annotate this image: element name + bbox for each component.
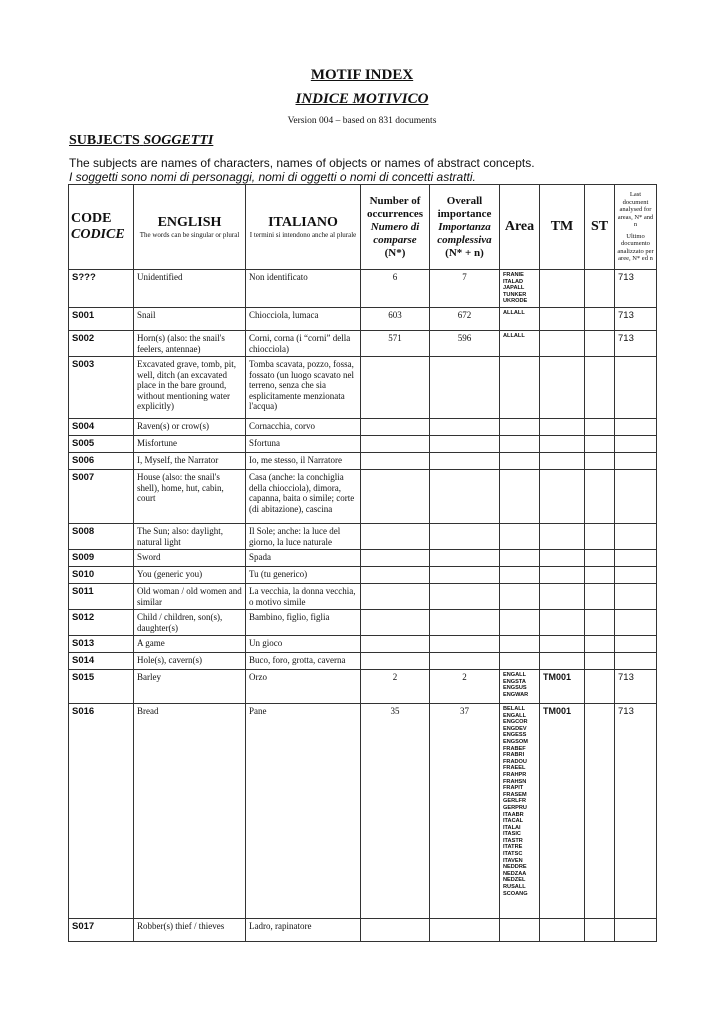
row-importance [430,470,500,524]
row-english: A game [134,636,246,653]
row-tm [540,270,585,308]
row-code: S006 [69,453,134,470]
row-st [585,670,615,704]
row-last-document [615,357,657,419]
table-row [69,704,657,919]
row-italiano: Non identificato [246,270,361,308]
row-last-document [615,610,657,636]
row-last-document [615,636,657,653]
row-italiano: Casa (anche: la conchiglia della chiocciola), dimora, capanna, baita o simile; corte (di abitazione), cascina [246,470,361,524]
row-last-document [615,919,657,942]
header-italiano-note: I termini si intendono anche al plurale [249,231,357,239]
table-row [69,636,657,653]
table-row [69,524,657,550]
row-importance [430,419,500,436]
row-st [585,357,615,419]
row-area [500,636,540,653]
row-italiano: La vecchia, la donna vecchia, o motivo simile [246,584,361,610]
row-area [500,584,540,610]
row-occurrences [361,419,430,436]
row-last-document [615,524,657,550]
row-st [585,419,615,436]
row-occurrences: 6 [361,270,430,308]
row-last-document: 713 [615,270,657,308]
row-occurrences [361,653,430,670]
row-occurrences [361,636,430,653]
row-english: Hole(s), cavern(s) [134,653,246,670]
table-row [69,470,657,524]
header-number: Number of occurrences Numero di comparse (N*) [361,185,430,270]
row-occurrences [361,584,430,610]
row-importance: 596 [430,331,500,357]
row-tm [540,610,585,636]
row-code: S005 [69,436,134,453]
row-english: Unidentified [134,270,246,308]
row-importance: 37 [430,704,500,919]
row-tm [540,453,585,470]
row-code: S013 [69,636,134,653]
row-tm [540,653,585,670]
subjects-table [68,184,657,942]
row-tm [540,470,585,524]
row-occurrences: 35 [361,704,430,919]
row-code: S011 [69,584,134,610]
row-code: S??? [69,270,134,308]
row-tm [540,419,585,436]
table-row [69,270,657,308]
version-line: Version 004 – based on 831 documents [287,116,437,126]
row-last-document: 713 [615,308,657,331]
row-importance: 672 [430,308,500,331]
row-code: S014 [69,653,134,670]
row-importance [430,567,500,584]
table-row [69,550,657,567]
table-row [69,419,657,436]
row-last-document [615,567,657,584]
row-area [500,436,540,453]
row-last-document [615,550,657,567]
header-english: ENGLISH The words can be singular or plural [134,185,246,270]
row-italiano: Cornacchia, corvo [246,419,361,436]
table-row [69,436,657,453]
table-row [69,308,657,331]
header-area: Area [500,185,540,270]
table-row [69,584,657,610]
table-row [69,357,657,419]
row-occurrences: 603 [361,308,430,331]
row-st [585,470,615,524]
row-english: Barley [134,670,246,704]
row-code: S002 [69,331,134,357]
document-subtitle: INDICE MOTIVICO [295,91,429,107]
section-title-it: SOGGETTI [143,133,214,148]
row-occurrences: 571 [361,331,430,357]
section-title-en: SUBJECTS [69,133,140,148]
row-code: S010 [69,567,134,584]
row-code: S003 [69,357,134,419]
header-italiano: ITALIANO I termini si intendono anche al plurale [246,185,361,270]
row-last-document [615,419,657,436]
row-tm [540,584,585,610]
row-english: Old woman / old women and similar [134,584,246,610]
row-st [585,550,615,567]
row-area [500,470,540,524]
intro-italian: I soggetti sono nomi di personaggi, nomi di oggetti o nomi di concetti astratti. [69,170,476,184]
row-occurrences: 2 [361,670,430,704]
table-row [69,331,657,357]
row-importance [430,453,500,470]
row-italiano: Orzo [246,670,361,704]
row-code: S012 [69,610,134,636]
row-st [585,524,615,550]
row-area: ENGALL ENGSTA ENGSUS ENGWAR [500,670,540,704]
table-row [69,453,657,470]
row-st [585,610,615,636]
row-occurrences [361,550,430,567]
row-area [500,453,540,470]
row-last-document: 713 [615,331,657,357]
row-area [500,610,540,636]
row-tm [540,331,585,357]
row-english: Child / children, son(s), daughter(s) [134,610,246,636]
row-importance [430,653,500,670]
section-title [69,133,213,149]
row-importance [430,524,500,550]
row-last-document: 713 [615,670,657,704]
row-occurrences [361,453,430,470]
row-english: Raven(s) or crow(s) [134,419,246,436]
row-occurrences [361,357,430,419]
row-last-document [615,584,657,610]
row-code: S016 [69,704,134,919]
row-italiano: Spada [246,550,361,567]
row-st [585,270,615,308]
row-occurrences [361,567,430,584]
row-importance [430,550,500,567]
row-english: Robber(s) thief / thieves [134,919,246,942]
row-code: S004 [69,419,134,436]
table-row [69,653,657,670]
row-st [585,919,615,942]
row-english: Bread [134,704,246,919]
row-italiano: Tomba scavata, pozzo, fossa, fossato (un luogo scavato nel terreno, senza che sia esplicitamente menzionata l'acqua) [246,357,361,419]
row-last-document: 713 [615,704,657,919]
row-last-document [615,436,657,453]
row-st [585,331,615,357]
row-english: Sword [134,550,246,567]
header-code: CODE CODICE [69,185,134,270]
row-occurrences [361,919,430,942]
row-last-document [615,470,657,524]
table-header-row [69,185,657,270]
header-st: ST [585,185,615,270]
row-tm [540,550,585,567]
header-english-note: The words can be singular or plural [139,231,240,239]
row-italiano: Sfortuna [246,436,361,453]
row-st [585,567,615,584]
row-importance: 7 [430,270,500,308]
row-italiano: Buco, foro, grotta, caverna [246,653,361,670]
row-tm: TM001 [540,670,585,704]
row-area: ALLALL [500,331,540,357]
row-st [585,453,615,470]
row-italiano: Pane [246,704,361,919]
row-area: ALLALL [500,308,540,331]
document-title: MOTIF INDEX [310,67,414,83]
row-st [585,653,615,670]
row-area [500,567,540,584]
row-st [585,584,615,610]
row-importance [430,610,500,636]
row-italiano: Io, me stesso, il Narratore [246,453,361,470]
row-tm [540,919,585,942]
row-english: Excavated grave, tomb, pit, well, ditch (an excavated place in the bare ground, without mentioning water explicitly) [134,357,246,419]
header-tm: TM [540,185,585,270]
row-area: FRANIE ITALAD JAPALL TUNKER UKRODE [500,270,540,308]
row-english: Horn(s) (also: the snail's feelers, antennae) [134,331,246,357]
row-area [500,550,540,567]
row-code: S009 [69,550,134,567]
row-tm [540,636,585,653]
row-importance [430,584,500,610]
header-last-document: Last document analysed for areas, N* and n Ultimo documento analizzato per aree, N* ed n [615,185,657,270]
row-occurrences [361,470,430,524]
row-english: The Sun; also: daylight, natural light [134,524,246,550]
row-st [585,308,615,331]
row-importance [430,357,500,419]
row-st [585,636,615,653]
row-area [500,653,540,670]
row-english: Misfortune [134,436,246,453]
row-importance: 2 [430,670,500,704]
row-code: S001 [69,308,134,331]
table-row [69,610,657,636]
row-last-document [615,453,657,470]
intro-english: The subjects are names of characters, names of objects or names of abstract concepts. [69,156,535,170]
row-code: S007 [69,470,134,524]
row-code: S015 [69,670,134,704]
row-tm [540,308,585,331]
row-area [500,919,540,942]
row-st [585,436,615,453]
row-tm [540,524,585,550]
row-english: Snail [134,308,246,331]
row-area [500,419,540,436]
row-italiano: Corni, corna (i “corni” della chiocciola) [246,331,361,357]
table-row [69,919,657,942]
table-row [69,567,657,584]
row-tm [540,436,585,453]
row-code: S008 [69,524,134,550]
row-area [500,524,540,550]
row-italiano: Tu (tu generico) [246,567,361,584]
row-english: I, Myself, the Narrator [134,453,246,470]
row-code: S017 [69,919,134,942]
row-st [585,704,615,919]
row-occurrences [361,610,430,636]
row-importance [430,436,500,453]
row-importance [430,919,500,942]
row-italiano: Ladro, rapinatore [246,919,361,942]
row-last-document [615,653,657,670]
row-area: BELALL ENGALL ENGCOR ENGDEV ENGESS ENGSOM FRABEF FRABRI FRADOU FRAEEL FRAHPR FRAHSN FRAPIT FRASEM GERLFR GERPRU ITAABR ITACAL ITALAI ITASIC ITASTR ITATRE ITATSC ITAVEN NEDDRE NEDZAA NEDZEL RUSALL SCOANG [500,704,540,919]
row-occurrences [361,524,430,550]
table-row [69,670,657,704]
row-tm [540,567,585,584]
row-english: You (generic you) [134,567,246,584]
row-occurrences [361,436,430,453]
row-italiano: Un gioco [246,636,361,653]
row-english: House (also: the snail's shell), home, hut, cabin, court [134,470,246,524]
header-overall: Overall importance Importanza complessiva (N* + n) [430,185,500,270]
row-area [500,357,540,419]
row-italiano: Il Sole; anche: la luce del giorno, la luce naturale [246,524,361,550]
row-tm: TM001 [540,704,585,919]
row-italiano: Chiocciola, lumaca [246,308,361,331]
row-italiano: Bambino, figlio, figlia [246,610,361,636]
row-importance [430,636,500,653]
row-tm [540,357,585,419]
